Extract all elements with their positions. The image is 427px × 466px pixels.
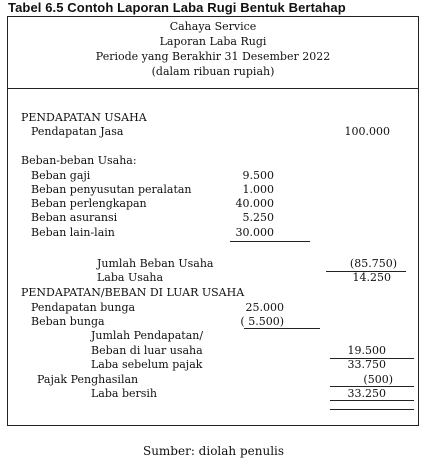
expense-amount: 5.250 [242,211,274,224]
expense-label: Beban perlengkapan [31,197,147,210]
interest-income-amount: 25.000 [245,301,284,314]
total-expenses-label: Jumlah Beban Usaha [97,257,214,270]
report-title: Laporan Laba Rugi [159,35,267,48]
interest-expense-amount: ( 5.500) [240,315,284,328]
table-caption: Tabel 6.5 Contoh Laporan Laba Rugi Bentuk Bertahap [8,0,346,15]
expense-label: Beban asuransi [31,211,118,224]
expense-amount: 30.000 [235,226,274,239]
income-tax-label: Pajak Penghasilan [37,373,139,386]
non-operating-subtotal-rule [244,328,320,329]
expense-amount: 9.500 [242,169,274,182]
profit-before-tax-label: Laba sebelum pajak [91,358,203,371]
total-expenses-amount: (85.750) [349,257,397,270]
report-period: Periode yang Berakhir 31 Desember 2022 [95,50,331,63]
net-profit-rule-1 [330,400,414,401]
expense-amount: 40.000 [235,197,274,210]
expense-label: Beban gaji [31,169,91,182]
expenses-subtotal-rule [230,241,310,242]
expenses-heading: Beban-beban Usaha: [21,154,137,167]
service-revenue-amount: 100.000 [344,125,390,138]
total-non-operating-label-1: Jumlah Pendapatan/ [91,329,204,342]
interest-income-label: Pendapatan bunga [31,301,136,314]
expense-label: Beban penyusutan peralatan [31,183,192,196]
income-tax-amount: (500) [363,373,393,386]
operating-revenue-heading: PENDAPATAN USAHA [21,111,147,124]
profit-before-tax-amount: 33.750 [347,358,386,371]
company-name: Cahaya Service [169,20,257,33]
net-profit-label: Laba bersih [91,387,158,400]
service-revenue-label: Pendapatan Jasa [31,125,124,138]
operating-profit-label: Laba Usaha [97,271,164,284]
source-note: Sumber: diolah penulis [142,444,285,458]
report-unit: (dalam ribuan rupiah) [151,65,275,78]
total-non-operating-label-2: Beban di luar usaha [91,344,203,357]
header-divider [7,88,419,89]
net-profit-amount: 33.250 [347,387,386,400]
non-operating-heading: PENDAPATAN/BEBAN DI LUAR USAHA [21,286,245,299]
operating-profit-amount: 14.250 [352,271,391,284]
total-non-operating-amount: 19.500 [347,344,386,357]
expense-label: Beban lain-lain [31,226,115,239]
expense-amount: 1.000 [242,183,274,196]
interest-expense-label: Beban bunga [31,315,105,328]
net-profit-rule-2 [330,409,414,410]
